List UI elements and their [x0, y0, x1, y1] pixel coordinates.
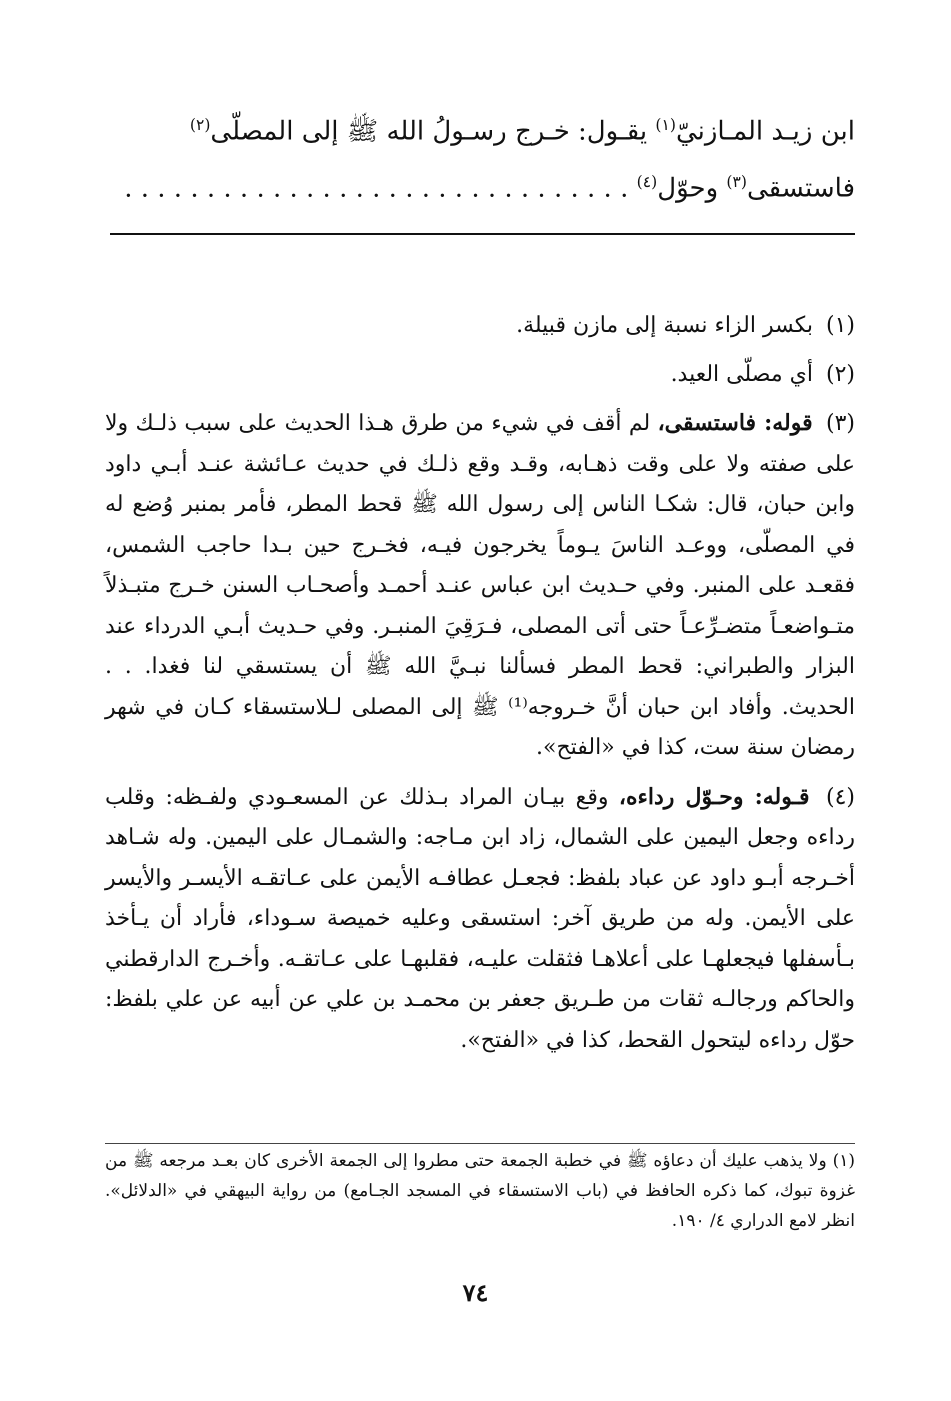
- footnote-text: وقع بيـان المراد بـذلك عن المسعـودي ولفـظه: وقلب رداءه وجعل اليمين على الشمال، زاد ابن مـاجه: والشمـال على اليمين. وله شـاهد أخـرجه أبـو داود عن عباد بلفظ: فجعـل عطافـه الأيمن على عـاتقـه الأيسـر والأيسر على الأيمن. وله من طريق آخر: استسقى وعليه خميصة سـوداء، فأراد أن يـأخذ بـأسفلها فيجعلهـا على أعلاهـا فثقلت عليـه، فقلبهـا على عـاتقـه. وأخـرج الدارقطني والحاكم ورجالـه ثقات من طـريق جعفر بن محمـد بن علي عن أبيه عن علي بلفظ: حوّل رداءه ليتحول القحط، كذا في «الفتح».: [105, 784, 855, 1053]
- footnotes: [105, 306, 855, 1069]
- footnote-number: (٤): [826, 784, 856, 810]
- sub-footnote-body: [105, 1143, 855, 1236]
- ellipsis-dots: . . . . . . . . . . . . . . . . . . . . . . . . . . . . . . .: [124, 173, 637, 204]
- section-divider: [110, 233, 855, 235]
- sub-footnote: [105, 1143, 855, 1236]
- footnote-number: (٣): [825, 411, 855, 436]
- page-number: ٧٤: [462, 1278, 489, 1307]
- footnote-number: (١): [825, 313, 855, 338]
- footnote-lead: قـوله: وحـوّل رداءه،: [618, 783, 810, 810]
- footnote-text: أي مصلّى العيد.: [670, 361, 813, 387]
- footnote-ref-1: (١): [655, 116, 676, 134]
- sub-footnote-text: ولا يذهب عليك أن دعاؤه ﷺ في خطبة الجمعة حتى مطروا إلى الجمعة الأخرى كان بعـد مرجعه ﷺ من غزوة تبوك، كما ذكره الحافظ في (باب الاستسقاء في المسجد الجـامع) من رواية البيهقي في «الدلائل». انظر لامع الدراري ٤/ ١٩٠.: [105, 1151, 855, 1231]
- footnote-ref-4: (٤): [636, 172, 658, 191]
- main-line-1: [105, 100, 855, 157]
- footnote-3: [105, 403, 855, 769]
- main-line-1-part-a: ابن زيـد المـازنيّ: [675, 116, 855, 147]
- footnote-ref-2: (٢): [189, 116, 211, 134]
- main-line-2-part-a: فاستسقى: [747, 173, 855, 204]
- footnote-1: [105, 306, 855, 347]
- main-hadith-text: [105, 100, 855, 213]
- footnote-ref-3: (٣): [726, 172, 747, 191]
- sub-footnote-number: (١): [832, 1151, 855, 1171]
- footnote-lead: قوله: فاستسقى،: [657, 410, 813, 436]
- footnote-number: (٢): [825, 361, 855, 387]
- footnote-2: [105, 355, 855, 396]
- main-line-2: [105, 157, 855, 214]
- main-line-1-part-b: يقـول: خـرج رسـولُ الله ﷺ إلى المصلّى: [210, 116, 656, 147]
- footnote-text: لم أقف في شيء من طرق هـذا الحديث على سبب ذلـك ولا على صفته ولا على وقت ذهـابه، وقـد وقع ذلـك في حديث عـائشة عنـد أبـي داود وابن حبان، قال: شكـا الناس إلى رسول الله ﷺ قحط المطر، فأمر بمنبر وُضع له في المصلّى، ووعـد الناسَ يـوماً يخرجون فيـه، فخـرج حين بـدا حاجب الشمس، فقعـد على المنبر. وفي حـديث ابن عباس عنـد أحمـد وأصحـاب السنن خـرج متبـذلاً متـواضعـاً متضـرِّعـاً حتى أتى المصلى، فـرَقِيَ المنبـر. وفي حـديث أبـي الدرداء عند البزار والطبراني: قحط المطر فسألنا نبـيَّ الله ﷺ أن يستسقي لنا فغدا. . . الحديث. وأفاد ابن حبان أنَّ خـروجه⁽¹⁾ ﷺ إلى المصلى لـلاستسقاء كـان في شهر رمضان سنة ست، كذا في «الفتح».: [105, 411, 855, 760]
- footnote-4: [105, 777, 855, 1062]
- main-line-2-part-b: وحوّل: [657, 173, 727, 204]
- footnote-text: بكسر الزاء نسبة إلى مازن قبيلة.: [516, 313, 813, 338]
